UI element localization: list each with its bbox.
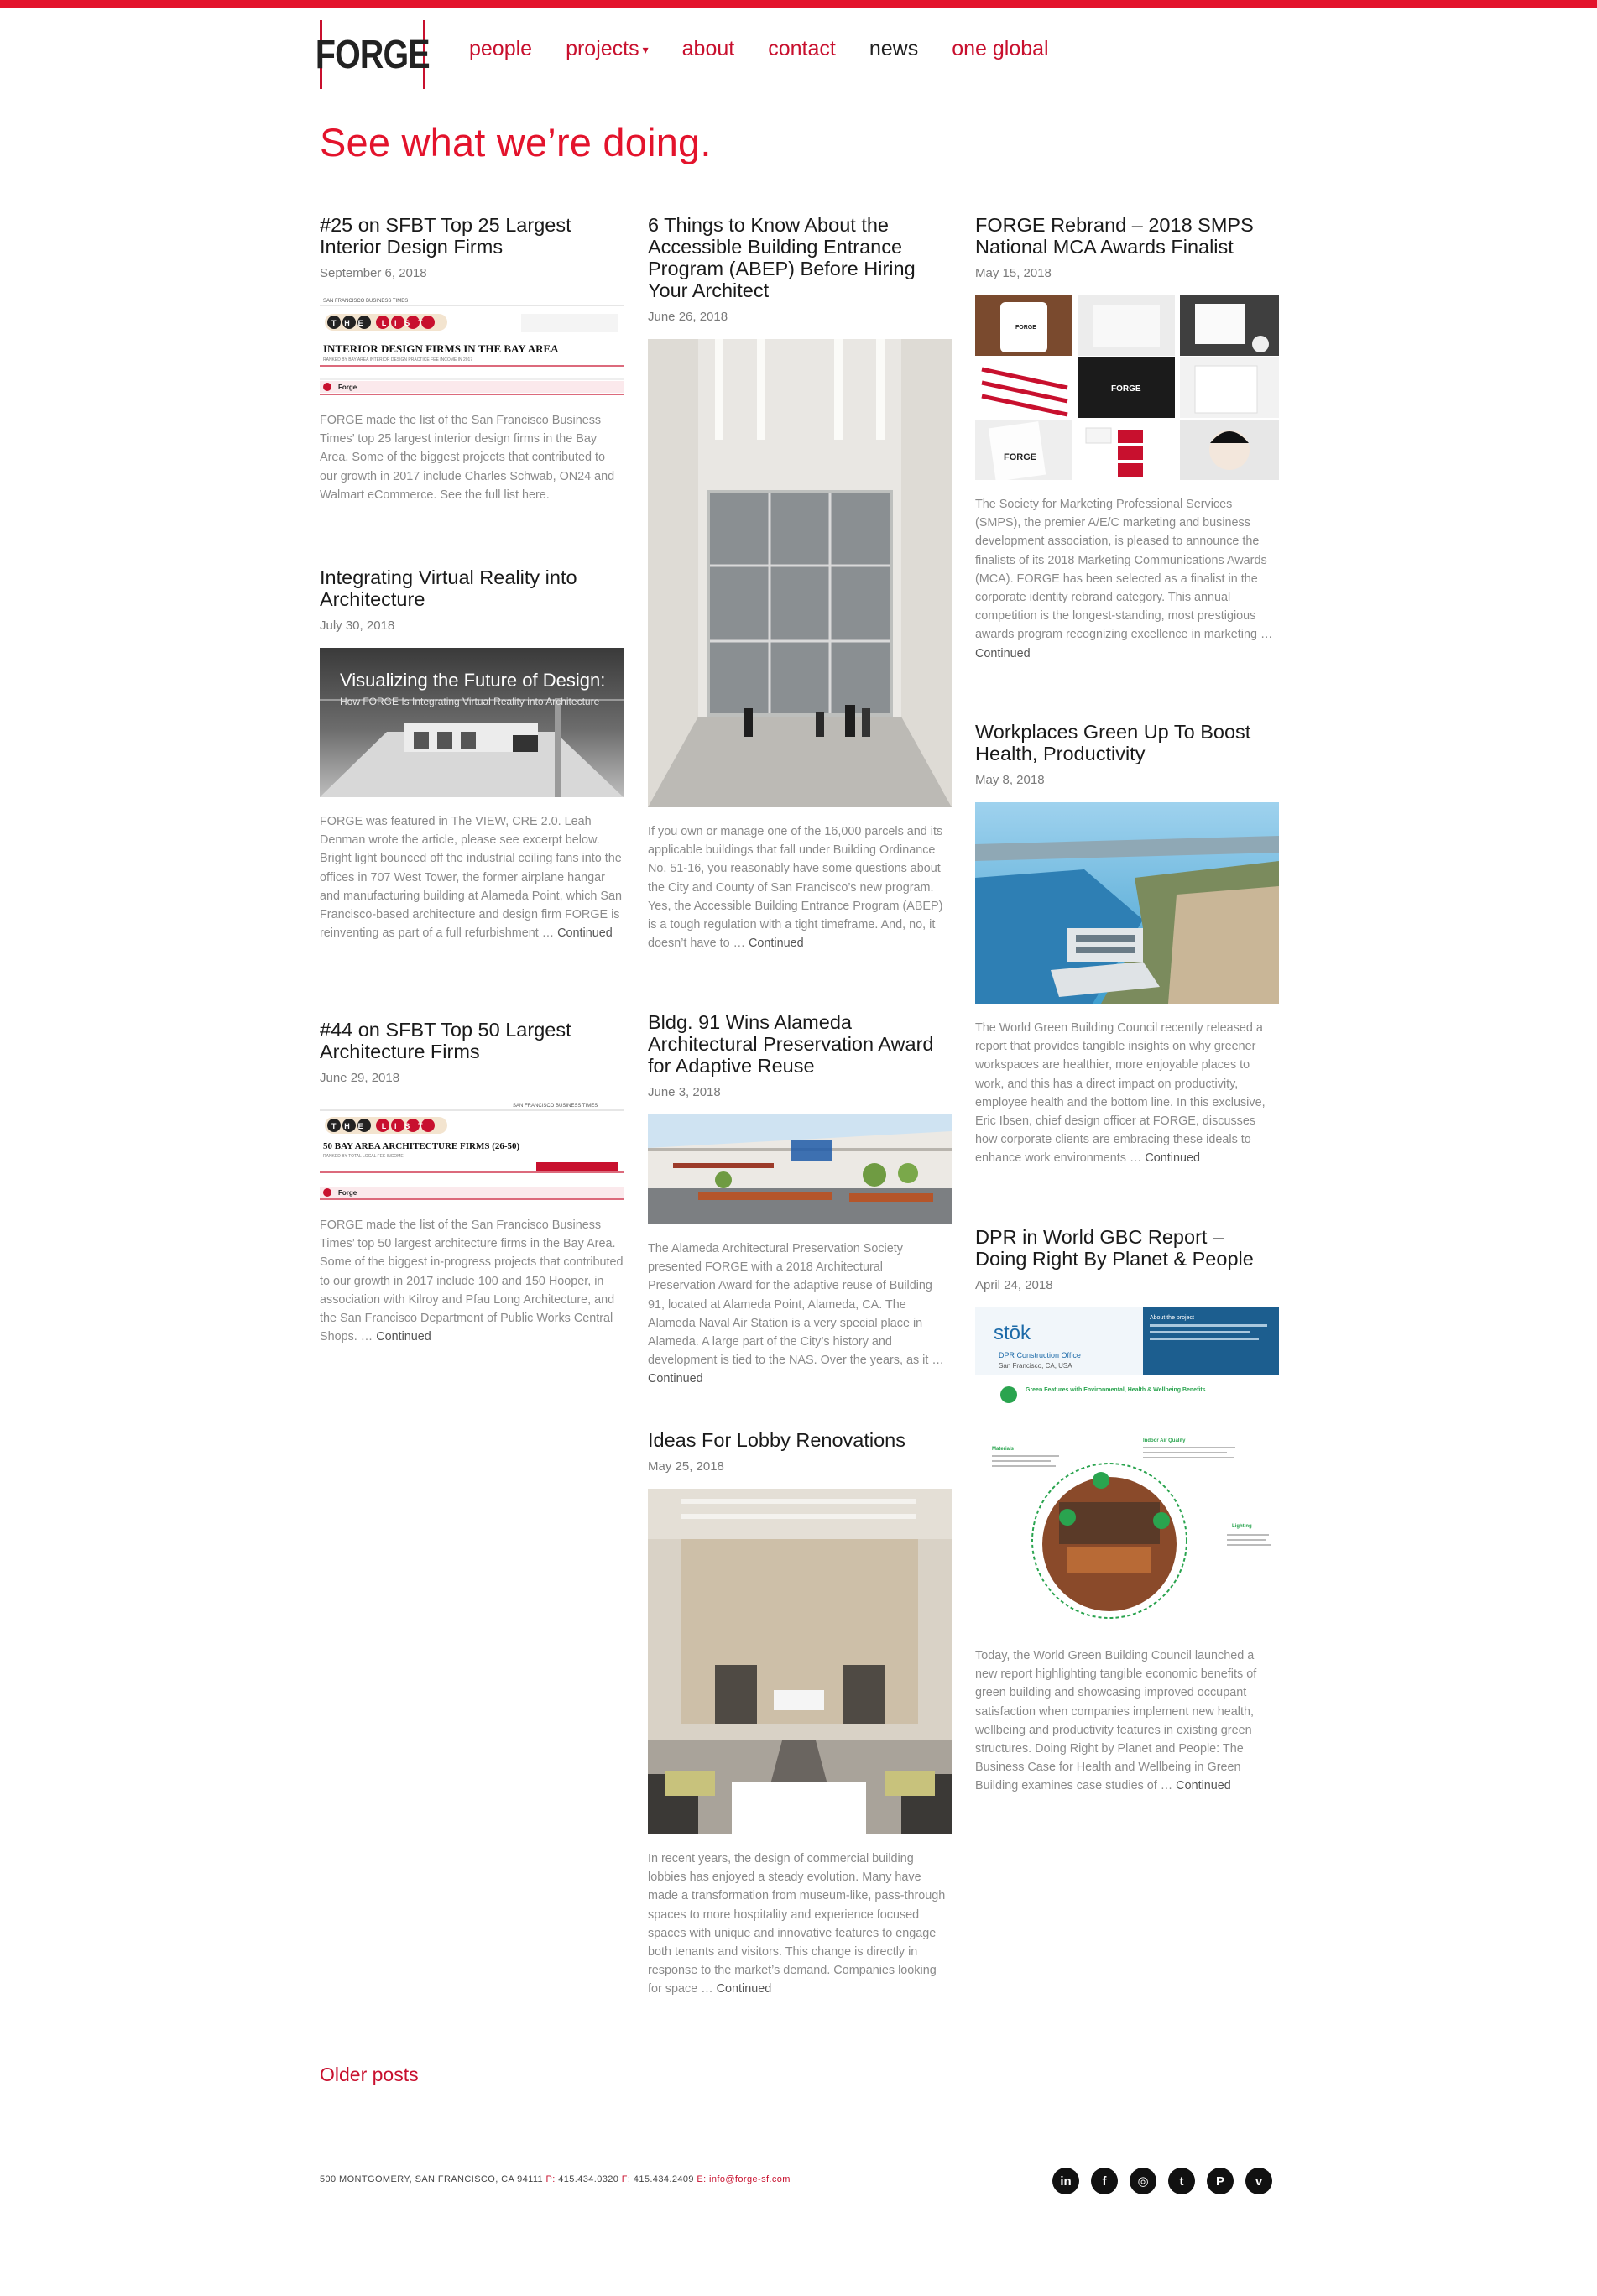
post-excerpt: If you own or manage one of the 16,000 parcels and its applicable buildings that fall under Building Ordinance No. 51-16, you reasonably have some questions about the City and County of San Francisco’s new program. Yes, the Accessible Building Entrance Program (ABEP) is a tough regulation with a tight timeframe. And, no, it doesn’t have to … Continued: [648, 825, 943, 951]
thumb-city: San Francisco, CA, USA: [999, 1362, 1072, 1370]
chevron-down-icon: ▾: [642, 42, 649, 56]
thumb-row-name: Forge: [338, 384, 357, 391]
thumb-paper-name: SAN FRANCISCO BUSINESS TIMES: [323, 299, 409, 304]
thumb-title-line: Visualizing the Future of Design:: [340, 670, 606, 691]
post-date: May 8, 2018: [975, 773, 1045, 787]
fax-label: F:: [621, 2174, 631, 2184]
post-title[interactable]: #44 on SFBT Top 50 Largest Architecture Firms: [320, 1019, 571, 1062]
post-thumbnail[interactable]: [975, 802, 1279, 1004]
post-excerpt: The Alameda Architectural Preservation Society presented FORGE with a 2018 Architectural Preservation Award for the adaptive reuse of Building 91, located at Alameda Point, Alameda, CA. The Alameda Naval Air Station is a very special place in Alameda. A large part of the City’s history and development is tied to the NAS. Over the years, as it … Continued: [648, 1242, 944, 1386]
post-card: [320, 1019, 624, 1346]
tshirt-brand: FORGE: [1015, 325, 1036, 331]
post-card: [975, 214, 1279, 663]
footer-phone: 415.434.0320: [558, 2174, 619, 2184]
post-card: [975, 721, 1279, 1168]
continue-link[interactable]: Continued: [557, 926, 613, 941]
nav-contact[interactable]: contact: [768, 37, 836, 60]
thumb-heading: 50 BAY AREA ARCHITECTURE FIRMS (26-50): [323, 1141, 520, 1151]
post-thumbnail[interactable]: [648, 339, 952, 807]
footer-email-link[interactable]: info@forge-sf.com: [709, 2174, 791, 2184]
stok-logo: stōk: [994, 1322, 1031, 1344]
logo-text: FORGE: [316, 32, 430, 77]
footer-contact: [320, 2174, 791, 2184]
post-title[interactable]: #25 on SFBT Top 25 Largest Interior Design Firms: [320, 214, 571, 258]
forge-logo[interactable]: [316, 20, 430, 89]
post-date: June 29, 2018: [320, 1071, 400, 1085]
post-card: [648, 1429, 952, 1999]
thumb-materials: Materials: [992, 1447, 1015, 1452]
post-thumbnail[interactable]: [975, 295, 1279, 480]
post-title[interactable]: Integrating Virtual Reality into Architecture: [320, 566, 577, 610]
post-excerpt: Today, the World Green Building Council launched a new report highlighting tangible economic benefits of green building and showcasing improved occupant satisfaction when companies implement new health, wellbeing and productivity features in existing green structures. Doing Right by Planet and People: The Business Case for Health and Wellbeing in Green Building examines case studies of … Continued: [975, 1649, 1257, 1793]
post-card: [648, 214, 952, 952]
post-title[interactable]: FORGE Rebrand – 2018 SMPS National MCA Awards Finalist: [975, 214, 1254, 258]
thumb-lighting: Lighting: [1232, 1524, 1252, 1529]
nav-news[interactable]: news: [869, 37, 919, 60]
continue-link[interactable]: Continued: [975, 646, 1031, 660]
thumb-heading: INTERIOR DESIGN FIRMS IN THE BAY AREA: [323, 342, 559, 355]
the-list-badge: [325, 1117, 447, 1134]
continue-link[interactable]: Continued: [376, 1330, 431, 1344]
post-title[interactable]: Ideas For Lobby Renovations: [648, 1429, 905, 1451]
post-date: June 26, 2018: [648, 310, 728, 324]
continue-link[interactable]: Continued: [1145, 1151, 1200, 1166]
thumb-subtitle-line: How FORGE Is Integrating Virtual Reality into Architecture: [340, 696, 600, 707]
thumb-paper-name: SAN FRANCISCO BUSINESS TIMES: [513, 1104, 598, 1109]
email-label: E:: [697, 2174, 707, 2184]
thumb-subheading: RANKED BY BAY AREA INTERIOR DESIGN PRACTICE FEE INCOME IN 2017: [323, 357, 473, 363]
linkedin-icon[interactable]: in: [1052, 2168, 1079, 2194]
post-date: September 6, 2018: [320, 266, 427, 280]
thumb-office: DPR Construction Office: [999, 1351, 1081, 1359]
footer-fax: 415.434.2409: [633, 2174, 694, 2184]
nav-people[interactable]: people: [469, 37, 533, 60]
post-card: [320, 566, 624, 942]
svg-text:THE LIST: THE LIST: [331, 319, 431, 327]
continue-link[interactable]: Continued: [1176, 1779, 1231, 1793]
post-date: May 25, 2018: [648, 1459, 724, 1474]
nav-projects[interactable]: [566, 37, 649, 61]
older-posts-link[interactable]: Older posts: [320, 2064, 419, 2085]
vimeo-icon[interactable]: v: [1245, 2168, 1272, 2194]
post-title[interactable]: Workplaces Green Up To Boost Health, Productivity: [975, 721, 1251, 764]
pinterest-icon[interactable]: P: [1207, 2168, 1234, 2194]
continue-link[interactable]: Continued: [749, 937, 804, 951]
the-list-badge: [325, 314, 447, 331]
post-thumbnail[interactable]: [975, 1307, 1279, 1631]
post-date: April 24, 2018: [975, 1278, 1053, 1292]
instagram-icon[interactable]: ◎: [1130, 2168, 1156, 2194]
post-excerpt: The Society for Marketing Professional Services (SMPS), the premier A/E/C marketing and business development association, is pleased to announce the finalists of its 2018 Marketing Communications Awards (MCA). FORGE has been selected as a finalist in the corporate identity rebrand category. This annual competition is the longest-standing, most prestigious awards program recognizing excellence in marketing … Continued: [975, 498, 1273, 660]
post-title[interactable]: Bldg. 91 Wins Alameda Architectural Preservation Award for Adaptive Reuse: [648, 1011, 934, 1077]
post-card: [648, 1011, 952, 1389]
thumb-green-features: Green Features with Environmental, Health & Wellbeing Benefits: [1026, 1387, 1206, 1393]
thumb-row-name: Forge: [338, 1189, 357, 1197]
post-title[interactable]: DPR in World GBC Report – Doing Right By Planet & People: [975, 1226, 1254, 1270]
post-date: July 30, 2018: [320, 618, 395, 633]
continue-link[interactable]: Continued: [648, 1372, 703, 1386]
sign-brand: FORGE: [1111, 384, 1141, 394]
post-title[interactable]: 6 Things to Know About the Accessible Building Entrance Program (ABEP) Before Hiring Your Architect: [648, 214, 916, 301]
post-thumbnail[interactable]: [648, 1489, 952, 1834]
continue-link[interactable]: Continued: [716, 1982, 772, 1996]
nav-projects-label: projects: [566, 37, 639, 60]
post-excerpt: FORGE made the list of the San Francisco Business Times’ top 25 largest interior design firms in the Bay Area. Some of the biggest projects that contributed to our growth in 2017 include Charles Schwab, ON24 and Walmart eCommerce. See the full list here.: [320, 414, 615, 502]
thumb-about: About the project: [1150, 1315, 1194, 1321]
nav-about[interactable]: about: [681, 37, 735, 60]
footer-address: 500 MONTGOMERY, SAN FRANCISCO, CA 94111: [320, 2174, 544, 2184]
thumb-subheading: RANKED BY TOTAL LOCAL FEE INCOME: [323, 1154, 404, 1159]
nav-one-global[interactable]: one global: [952, 37, 1049, 60]
page-title: See what we’re doing.: [320, 120, 712, 164]
post-excerpt: FORGE made the list of the San Francisco Business Times’ top 50 largest architecture firms in the Bay Area. Some of the biggest in-progress projects that contributed to our growth in 2017 include 100 and 150 Hooper, in association with Kilroy and Pfau Long Architecture, and the San Francisco Department of Public Works Central Shops. … Continued: [320, 1218, 624, 1344]
social-links: [1052, 2168, 1272, 2194]
post-date: June 3, 2018: [648, 1085, 721, 1099]
post-date: May 15, 2018: [975, 266, 1052, 280]
post-card: [320, 214, 624, 504]
post-thumbnail[interactable]: [320, 295, 624, 396]
main-nav: [469, 37, 1049, 61]
top-accent-bar: [0, 0, 1597, 8]
post-excerpt: In recent years, the design of commercial building lobbies has enjoyed a steady evolution. Many have made a transformation from museum-like, pass-through spaces to more hospitality and experience focused spaces with unique and innovative features to engage both tenants and visitors. This change is directly in response to the market’s demand. Companies looking for space … Continued: [648, 1852, 946, 1996]
bag-brand: FORGE: [1004, 452, 1037, 462]
post-excerpt: The World Green Building Council recently released a report that provides tangible insights on why greener workspaces are healthier, more enjoyable places to work, and this has a direct impact on productivity, employee health and the bottom line. In this exclusive, Eric Ibsen, chief design officer at FORGE, discusses how corporate clients are embracing these ideals to enhance work environments … Continued: [975, 1021, 1266, 1166]
twitter-icon[interactable]: t: [1168, 2168, 1195, 2194]
svg-text:THE LIST: THE LIST: [331, 1122, 431, 1130]
post-thumbnail[interactable]: [648, 1114, 952, 1224]
facebook-icon[interactable]: f: [1091, 2168, 1118, 2194]
post-thumbnail[interactable]: [320, 648, 624, 797]
post-thumbnail[interactable]: [320, 1100, 624, 1201]
phone-label: P:: [545, 2174, 556, 2184]
thumb-air-quality: Indoor Air Quality: [1143, 1438, 1186, 1443]
post-card: [975, 1226, 1279, 1796]
post-excerpt: FORGE was featured in The VIEW, CRE 2.0. Leah Denman wrote the article, please see excerpt below. Bright light bounced off the industrial ceiling fans into the offices in 707 West Tower, the former airplane hangar and manufacturing building at Alameda Point, which San Francisco-based architecture and design firm FORGE is reinventing as part of a full refurbishment … Continued: [320, 815, 622, 941]
